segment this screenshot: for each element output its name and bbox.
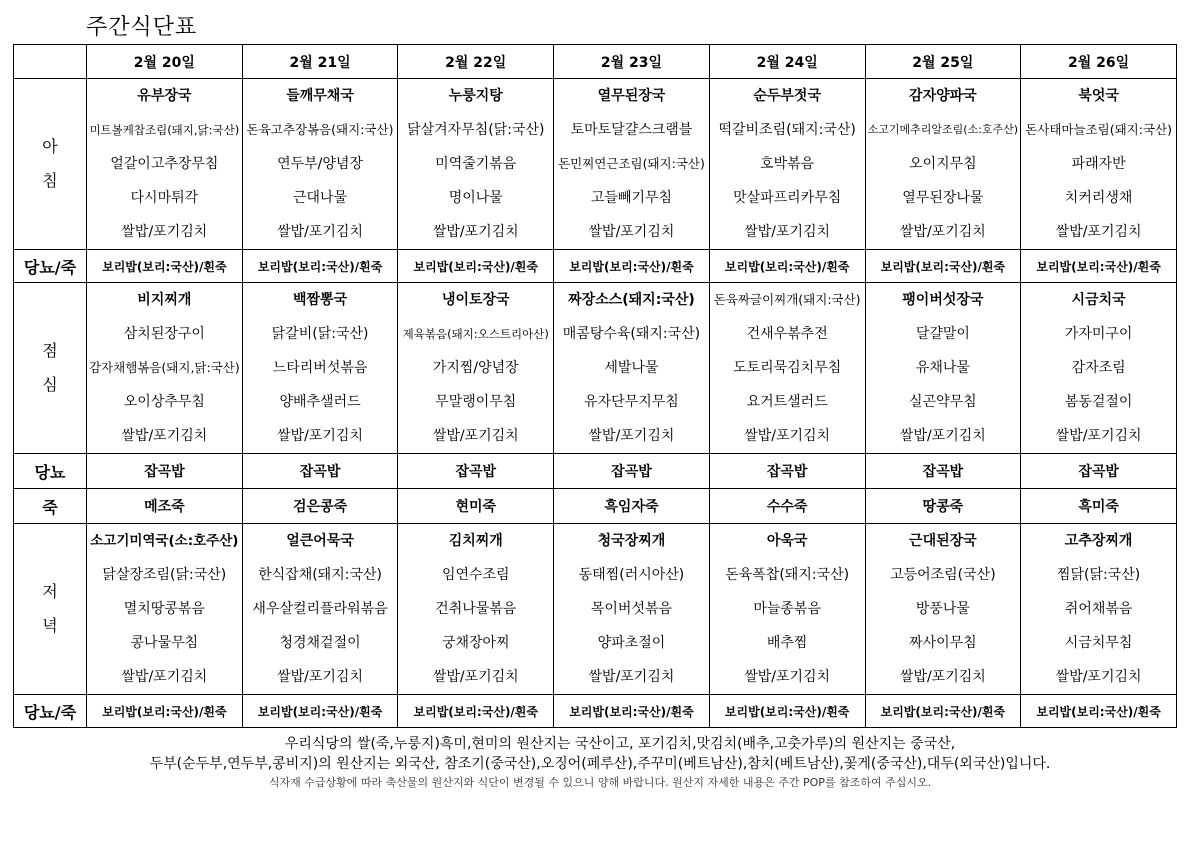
diet-cell: 보리밥(보리:국산)/흰죽 [554,695,710,728]
menu-item: 열무된장나물 [902,190,984,206]
menu-item: 쌀밥/포기김치 [588,224,675,240]
day-menu-cell [398,79,554,250]
menu-item: 유채나물 [915,360,970,376]
diabetes-rice-cell: 잡곡밥 [398,454,554,489]
menu-item: 쌀밥/포기김치 [121,224,208,240]
menu-item: 콩나물무침 [130,635,199,651]
menu-item: 방풍나물 [915,601,970,617]
menu-item: 토마토달걀스크램블 [570,122,693,138]
menu-item: 쌀밥/포기김치 [899,669,986,685]
menu-item-main: 청국장찌개 [597,533,666,549]
meal-label-breakfast [14,79,87,250]
day-menu-cell [87,524,243,695]
menu-item: 소고기메추리알조림(소:호주산) [867,123,1019,136]
menu-item-main: 돈육짜글이찌개(돼지:국산) [713,292,861,307]
menu-item: 쌀밥/포기김치 [744,428,831,444]
diet-label: 당뇨/죽 [14,695,87,728]
diet-cell: 보리밥(보리:국산)/흰죽 [1021,250,1177,283]
menu-item: 도토리묵김치무침 [733,360,842,376]
origin-note-line: 우리식당의 쌀(죽,누룽지)흑미,현미의 원산지는 국산이고, 포기김치,맛김치(배추,고춧가루)의 원산지는 중국산, [284,736,956,752]
meal-label-char: 점 [42,341,58,360]
menu-item: 파래자반 [1071,156,1126,172]
meal-label-char: 침 [42,171,58,190]
day-menu-cell [709,79,865,250]
menu-item: 쌀밥/포기김치 [1055,224,1142,240]
diet-label: 죽 [14,489,87,524]
menu-item: 쌀밥/포기김치 [588,428,675,444]
menu-item: 명이나물 [448,190,503,206]
meal-label-lunch [14,283,87,454]
menu-item-main: 열무된장국 [597,88,666,104]
menu-item-main: 북엇국 [1078,88,1119,104]
menu-item: 봄동겉절이 [1064,394,1133,410]
menu-item: 임연수조림 [441,567,510,583]
day-menu-cell [87,79,243,250]
menu-item: 쥐어채볶음 [1064,601,1133,617]
menu-item: 쌀밥/포기김치 [432,428,519,444]
menu-item: 건취나물볶음 [435,601,517,617]
menu-item: 한식잡채(돼지:국산) [258,567,382,583]
menu-item-main: 백짬뽕국 [293,292,348,308]
menu-item: 청경채겉절이 [279,635,361,651]
day-menu-cell [709,283,865,454]
diet-cell: 보리밥(보리:국산)/흰죽 [865,695,1021,728]
menu-item: 쌀밥/포기김치 [432,224,519,240]
menu-item: 찜닭(닭:국산) [1056,567,1141,583]
change-notice: 식자재 수급상황에 따라 축산물의 원산지와 식단이 변경될 수 있으니 양해 바랍니다. 원산지 자세한 내용은 주간 POP를 참조하여 주십시오. [268,776,932,789]
diet-cell: 보리밥(보리:국산)/흰죽 [398,250,554,283]
menu-item: 유자단무지무침 [584,394,679,410]
menu-item: 미역줄기볶음 [435,156,517,172]
menu-item: 닭살장조림(닭:국산) [102,567,227,583]
menu-item: 달걀말이 [915,326,970,342]
menu-item: 쌀밥/포기김치 [899,224,986,240]
meal-label-char: 심 [42,375,58,394]
porridge-cell: 현미죽 [398,489,554,524]
weekly-menu-table [13,44,1177,728]
diet-cell: 보리밥(보리:국산)/흰죽 [709,250,865,283]
menu-item: 맛살파프리카무침 [733,190,842,206]
day-menu-cell [554,79,710,250]
menu-item: 쌀밥/포기김치 [121,428,208,444]
day-menu-cell [554,283,710,454]
menu-item-main: 아욱국 [766,533,808,549]
menu-item: 감자채햄볶음(돼지,닭:국산) [88,360,240,375]
menu-item-main: 고추장찌개 [1064,533,1133,549]
menu-item: 쌀밥/포기김치 [277,428,363,444]
porridge-cell: 흑임자죽 [554,489,710,524]
menu-item: 쌀밥/포기김치 [432,669,519,685]
menu-item: 닭살겨자무침(닭:국산) [407,122,545,138]
menu-item: 돈사태마늘조림(돼지:국산) [1025,122,1172,137]
day-menu-cell [554,524,710,695]
menu-item: 떡갈비조림(돼지:국산) [718,122,856,138]
menu-item: 감자조림 [1071,360,1126,376]
porridge-cell: 수수죽 [709,489,865,524]
menu-item: 마늘종볶음 [753,601,821,617]
day-menu-cell [242,524,398,695]
porridge-cell: 메조죽 [87,489,243,524]
menu-item: 고등어조림(국산) [890,567,996,583]
menu-item: 다시마튀각 [130,190,199,206]
menu-item: 쌀밥/포기김치 [277,669,363,685]
menu-item-main: 냉이토장국 [441,292,510,308]
day-menu-cell [242,79,398,250]
menu-item-main: 비지찌개 [137,292,192,308]
diet-cell: 보리밥(보리:국산)/흰죽 [87,695,243,728]
diabetes-rice-cell: 잡곡밥 [242,454,398,489]
diet-cell: 보리밥(보리:국산)/흰죽 [709,695,865,728]
diet-cell: 보리밥(보리:국산)/흰죽 [242,695,398,728]
porridge-cell: 땅콩죽 [865,489,1021,524]
menu-item-main: 근대된장국 [909,533,977,549]
diabetes-rice-cell: 잡곡밥 [1021,454,1177,489]
menu-item: 돈육고추장볶음(돼지:국산) [246,122,394,137]
meal-label-dinner [14,524,87,695]
diet-cell: 보리밥(보리:국산)/흰죽 [1021,695,1177,728]
menu-item: 오이지무침 [909,156,977,172]
day-menu-cell [242,283,398,454]
menu-item: 새우살컬리플라워볶음 [252,601,388,617]
menu-item: 고들빼기무침 [590,190,673,206]
diabetes-rice-cell: 잡곡밥 [554,454,710,489]
menu-item-main: 얼큰어묵국 [286,533,354,549]
menu-item: 궁채장아찌 [441,635,510,651]
day-menu-cell [865,79,1021,250]
menu-item: 건새우볶추전 [746,326,828,342]
menu-item: 양배추샐러드 [279,394,361,410]
menu-item-main: 유부장국 [137,88,192,104]
menu-item: 양파초절이 [597,635,666,651]
day-menu-cell [865,283,1021,454]
menu-item: 쌀밥/포기김치 [899,428,986,444]
menu-item: 호박볶음 [760,156,815,172]
day-menu-cell [398,283,554,454]
menu-item: 치커리생채 [1064,190,1133,206]
day-menu-cell [398,524,554,695]
lunch-diabetes-row [14,454,1177,489]
menu-item: 쌀밥/포기김치 [744,669,831,685]
menu-item-main: 누룽지탕 [448,88,503,104]
menu-item-main: 김치찌개 [448,533,503,549]
date-header: 2월 20일 [87,45,243,79]
diabetes-rice-cell: 잡곡밥 [709,454,865,489]
menu-item: 쌀밥/포기김치 [277,224,363,240]
menu-item: 동태찜(러시아산) [578,567,685,583]
breakfast-row [14,79,1177,250]
menu-item-main: 짜장소스(돼지:국산) [568,292,695,308]
origin-note-line: 두부(순두부,연두부,콩비지)의 원산지는 외국산, 참조기(중국산),오징어(페루산),주꾸미(베트남산),참치(베트남산),꽃게(중국산),대두(외국산)입니다. [149,756,1051,772]
day-menu-cell [709,524,865,695]
menu-item: 요거트샐러드 [746,394,828,410]
menu-item: 세발나물 [604,360,659,376]
diet-cell: 보리밥(보리:국산)/흰죽 [87,250,243,283]
diet-cell: 보리밥(보리:국산)/흰죽 [554,250,710,283]
date-header: 2월 23일 [554,45,710,79]
diet-row-morning [14,250,1177,283]
day-menu-cell [865,524,1021,695]
menu-item-main: 팽이버섯장국 [902,292,984,308]
menu-item: 가지찜/양념장 [432,360,519,376]
diet-row-evening [14,695,1177,728]
day-menu-cell [1021,283,1177,454]
meal-label-char: 녁 [42,616,58,635]
meal-label-char: 저 [42,582,58,601]
menu-item: 느타리버섯볶음 [272,360,368,376]
menu-item: 닭갈비(닭:국산) [271,326,369,342]
diet-label: 당뇨 [14,454,87,489]
menu-item: 돈육폭찹(돼지:국산) [725,567,850,583]
menu-item: 무말랭이무침 [435,394,517,410]
menu-item-main: 감자양파국 [909,88,977,104]
date-header-row [14,45,1177,79]
menu-item: 미트볼케찹조림(돼지,닭:국산) [89,123,240,137]
menu-item: 목이버섯볶음 [590,601,673,617]
corner-cell [14,45,87,79]
diet-label: 당뇨/죽 [14,250,87,283]
porridge-cell: 흑미죽 [1021,489,1177,524]
menu-item: 실곤약무침 [909,394,977,410]
lunch-porridge-row [14,489,1177,524]
menu-item: 연두부/양념장 [277,156,363,172]
menu-item: 돈민찌연근조림(돼지:국산) [558,156,705,171]
day-menu-cell [1021,524,1177,695]
menu-item: 쌀밥/포기김치 [1055,669,1142,685]
page-title: 주간식단표 [86,15,198,40]
date-header: 2월 25일 [865,45,1021,79]
dinner-row [14,524,1177,695]
diet-cell: 보리밥(보리:국산)/흰죽 [242,250,398,283]
menu-item-main: 소고기미역국(소:호주산) [90,533,239,549]
menu-item: 쌀밥/포기김치 [588,669,675,685]
menu-item: 삼치된장구이 [123,326,205,342]
menu-item: 오이상추무침 [123,394,205,410]
date-header: 2월 22일 [398,45,554,79]
menu-item: 배추찜 [766,635,808,651]
menu-item: 매콤탕수육(돼지:국산) [562,326,701,342]
menu-item: 쌀밥/포기김치 [1055,428,1142,444]
porridge-cell: 검은콩죽 [242,489,398,524]
meal-label-char: 아 [42,137,58,156]
menu-item-main: 순두부젓국 [753,88,821,104]
diabetes-rice-cell: 잡곡밥 [87,454,243,489]
day-menu-cell [1021,79,1177,250]
menu-item-main: 시금치국 [1071,292,1126,308]
menu-item: 짜사이무침 [909,635,977,651]
menu-item: 멸치땅콩볶음 [123,601,205,617]
menu-item: 근대나물 [293,190,348,206]
day-menu-cell [87,283,243,454]
diet-cell: 보리밥(보리:국산)/흰죽 [398,695,554,728]
menu-item: 가자미구이 [1064,326,1133,342]
diet-cell: 보리밥(보리:국산)/흰죽 [865,250,1021,283]
date-header: 2월 26일 [1021,45,1177,79]
menu-item: 쌀밥/포기김치 [744,224,831,240]
date-header: 2월 21일 [242,45,398,79]
menu-item: 얼갈이고추장무침 [110,156,219,172]
origin-notes [0,734,1200,792]
diabetes-rice-cell: 잡곡밥 [865,454,1021,489]
menu-item-main: 들깨무채국 [286,88,354,104]
menu-item: 시금치무침 [1064,635,1133,651]
lunch-row [14,283,1177,454]
menu-item: 제육볶음(돼지:오스트리아산) [402,327,549,341]
date-header: 2월 24일 [709,45,865,79]
menu-item: 쌀밥/포기김치 [121,669,208,685]
